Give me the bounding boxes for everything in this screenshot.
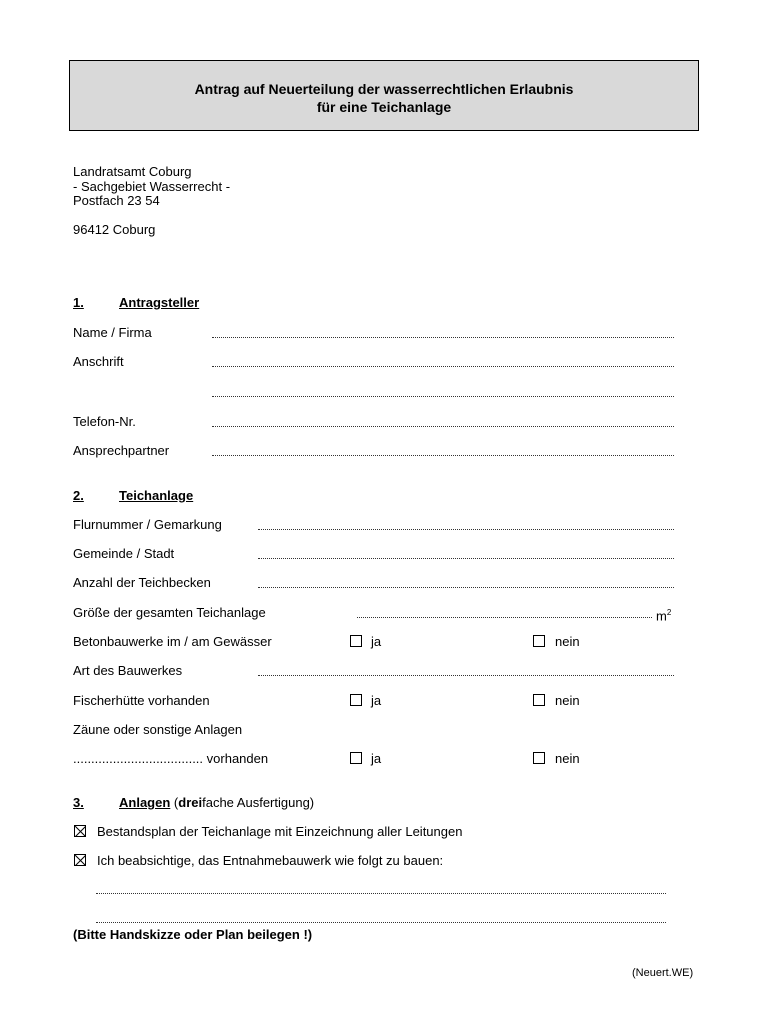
concrete-no-checkbox[interactable] <box>533 635 545 647</box>
section3-heading-row: Anlagen (dreifache Ausfertigung) <box>119 795 315 810</box>
section1-number: 1. <box>73 295 84 310</box>
intake-checkbox[interactable] <box>74 854 86 866</box>
sketch-note: (Bitte Handskizze oder Plan beilegen !) <box>73 927 313 942</box>
title-line-2: für eine Teichanlage <box>316 99 452 115</box>
address-line-4: 96412 Coburg <box>73 222 156 237</box>
title-box <box>69 60 699 131</box>
basins-label: Anzahl der Teichbecken <box>73 575 211 590</box>
concrete-yes-label: ja <box>371 634 382 649</box>
municipality-field[interactable] <box>258 558 674 559</box>
contact-field[interactable] <box>212 455 674 456</box>
name-field[interactable] <box>212 337 674 338</box>
fences-type-field[interactable]: .................................... <box>73 751 204 766</box>
hut-no-label: nein <box>555 693 580 708</box>
concrete-label: Betonbauwerke im / am Gewässer <box>73 634 272 649</box>
parcel-label: Flurnummer / Gemarkung <box>73 517 222 532</box>
concrete-no-label: nein <box>555 634 580 649</box>
address-label: Anschrift <box>73 354 124 369</box>
size-label: Größe der gesamten Teichanlage <box>73 605 266 620</box>
section2-heading: Teichanlage <box>119 488 194 503</box>
section1-heading: Antragsteller <box>119 295 200 310</box>
fences-present-label: vorhanden <box>206 751 269 766</box>
section3-heading: Anlagen <box>119 795 171 810</box>
form-code: (Neuert.WE) <box>632 967 694 979</box>
basins-field[interactable] <box>258 587 674 588</box>
intake-label: Ich beabsichtige, das Entnahmebauwerk wie folgt zu bauen: <box>97 853 444 868</box>
contact-label: Ansprechpartner <box>73 443 170 458</box>
intake-description-field-2[interactable] <box>96 922 666 923</box>
concrete-yes-checkbox[interactable] <box>350 635 362 647</box>
address-line-3: Postfach 23 54 <box>73 193 160 208</box>
parcel-field[interactable] <box>258 529 674 530</box>
fences-no-label: nein <box>555 751 580 766</box>
fences-no-checkbox[interactable] <box>533 752 545 764</box>
section3-number: 3. <box>73 795 84 810</box>
size-field[interactable] <box>357 617 652 618</box>
structure-type-label: Art des Bauwerkes <box>73 663 183 678</box>
phone-label: Telefon-Nr. <box>73 414 136 429</box>
fences-label: Zäune oder sonstige Anlagen <box>73 722 243 737</box>
fences-yes-checkbox[interactable] <box>350 752 362 764</box>
size-unit: $m^2$ <box>656 608 672 624</box>
address-field-2[interactable] <box>212 396 674 397</box>
plan-label: Bestandsplan der Teichanlage mit Einzeichnung aller Leitungen <box>97 824 463 839</box>
name-label: Name / Firma <box>73 325 152 340</box>
structure-type-field[interactable] <box>258 675 674 676</box>
hut-yes-checkbox[interactable] <box>350 694 362 706</box>
fences-yes-label: ja <box>371 751 382 766</box>
section2-number: 2. <box>73 488 84 503</box>
address-field-1[interactable] <box>212 366 674 367</box>
municipality-label: Gemeinde / Stadt <box>73 546 175 561</box>
phone-field[interactable] <box>212 426 674 427</box>
title-line-1: Antrag auf Neuerteilung der wasserrechtlichen Erlaubnis <box>194 81 574 97</box>
address-line-1: Landratsamt Coburg <box>73 164 192 179</box>
hut-label: Fischerhütte vorhanden <box>73 693 210 708</box>
address-line-2: - Sachgebiet Wasserrecht - <box>73 179 231 194</box>
fences-present-row <box>73 751 268 766</box>
intake-description-field-1[interactable] <box>96 893 666 894</box>
plan-checkbox[interactable] <box>74 825 86 837</box>
hut-no-checkbox[interactable] <box>533 694 545 706</box>
hut-yes-label: ja <box>371 693 382 708</box>
